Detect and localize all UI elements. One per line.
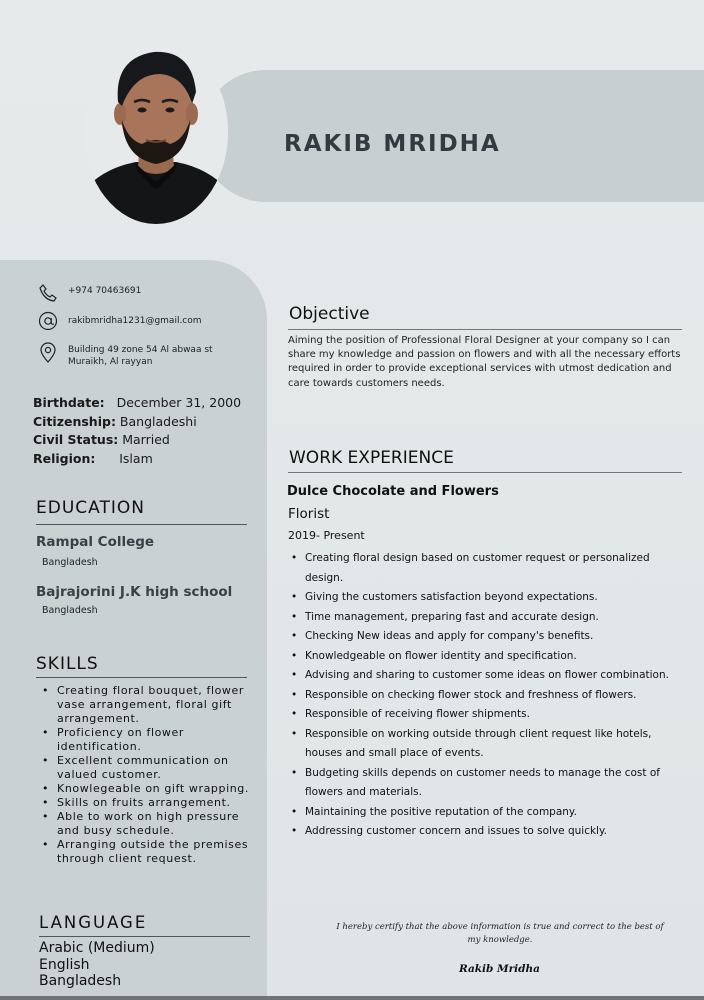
address-line-1: Building 49 zone 54 Al abwaa st [68, 345, 213, 355]
contact-email [38, 311, 202, 331]
education-heading: EDUCATION [36, 498, 145, 518]
objective-heading: Objective [289, 304, 370, 324]
info-label: Civil Status: [33, 432, 119, 447]
education-location: Bangladesh [42, 557, 98, 568]
skill-item: • Excellent communication on valued customer. [38, 754, 258, 782]
skill-item: • Skills on fruits arrangement. [38, 796, 258, 810]
work-duty-item: • Giving the customers satisfaction beyond expectations. [288, 588, 688, 608]
info-value: Islam [95, 450, 153, 466]
info-label: Birthdate: [33, 395, 105, 410]
work-duty-item: • Time management, preparing fast and accurate design. [288, 608, 688, 628]
address-line-2: Muraikh, Al rayyan [68, 357, 153, 367]
skill-item: • Creating floral bouquet, flower vase arrangement, floral gift arrangement. [38, 684, 258, 726]
phone-number: +974 70463691 [68, 286, 142, 296]
work-heading: WORK EXPERIENCE [289, 448, 454, 468]
language-list [39, 940, 155, 990]
skills-heading: SKILLS [36, 654, 99, 674]
work-duty-item: • Maintaining the positive reputation of the company. [288, 803, 688, 823]
info-citizenship [33, 413, 241, 432]
work-duty-item: • Responsible on checking flower stock and freshness of flowers. [288, 686, 688, 706]
work-duties-list [288, 549, 688, 842]
language-rule [39, 936, 250, 937]
info-religion [33, 450, 241, 469]
language-item: Arabic (Medium) [39, 940, 155, 956]
work-rule [288, 472, 682, 473]
candidate-name: RAKIB MRIDHA [284, 131, 501, 157]
work-role: Florist [288, 506, 330, 522]
education-location: Bangladesh [42, 605, 98, 616]
work-duty-item: • Advising and sharing to customer some ideas on flower combination. [288, 666, 688, 686]
skill-item: • Arranging outside the premises through client request. [38, 838, 258, 866]
info-birthdate [33, 394, 241, 413]
signature: Rakib Mridha [459, 963, 540, 975]
objective-text: Aiming the position of Professional Floral Designer at your company so I can share my knowledge and passion on flowers and with all the necessary efforts required in order to provide exceptional services with utmost dedication and care towards customers needs. [288, 335, 681, 389]
personal-info [33, 394, 241, 468]
sidebar [0, 260, 267, 1000]
phone-icon [38, 283, 60, 303]
education-rule [36, 524, 247, 525]
contact-phone [38, 283, 141, 303]
language-item: English [39, 956, 90, 973]
skill-item: • Able to work on high pressure and busy schedule. [38, 810, 258, 838]
skills-rule [36, 677, 247, 678]
contact-address [38, 342, 213, 368]
work-duty-item: • Budgeting skills depends on customer needs to manage the cost of flowers and materials. [288, 764, 688, 803]
at-sign-icon [38, 311, 60, 331]
education-school: Bajrajorini J.K high school [36, 584, 233, 600]
skills-list [38, 684, 258, 866]
work-duty-item: • Checking New ideas and apply for company's benefits. [288, 627, 688, 647]
info-value: Bangladeshi [115, 413, 197, 429]
info-label: Religion: [33, 450, 96, 466]
work-duty-item: • Addressing customer concern and issues to solve quickly. [288, 822, 688, 842]
info-civil-status [33, 431, 241, 450]
email-address: rakibmridha1231@gmail.com [68, 316, 202, 326]
profile-photo [84, 40, 228, 224]
skill-item: • Proficiency on flower identification. [38, 726, 258, 754]
location-pin-icon [38, 342, 60, 362]
language-item: Bangladesh [39, 973, 122, 989]
info-value: December 31, 2000 [104, 395, 242, 410]
education-school: Rampal College [36, 534, 155, 550]
work-period: 2019- Present [288, 529, 365, 542]
work-duty-item: • Creating floral design based on customer request or personalized design. [288, 549, 688, 588]
work-duty-item: • Responsible of receiving flower shipments. [288, 705, 688, 725]
work-duty-item: • Responsible on working outside through client request like hotels, houses and small place of events. [288, 725, 688, 764]
work-duty-item: • Knowledgeable on flower identity and specification. [288, 647, 688, 667]
info-label: Citizenship: [33, 413, 116, 429]
certification-statement: I hereby certify that the above information is true and correct to the best of my knowledge. [336, 922, 664, 945]
objective-rule [288, 329, 682, 330]
bottom-border [0, 996, 704, 1000]
info-value: Married [118, 432, 170, 447]
skill-item: • Knowlegeable on gift wrapping. [38, 782, 258, 796]
work-company: Dulce Chocolate and Flowers [287, 484, 499, 499]
language-heading: LANGUAGE [39, 913, 148, 932]
